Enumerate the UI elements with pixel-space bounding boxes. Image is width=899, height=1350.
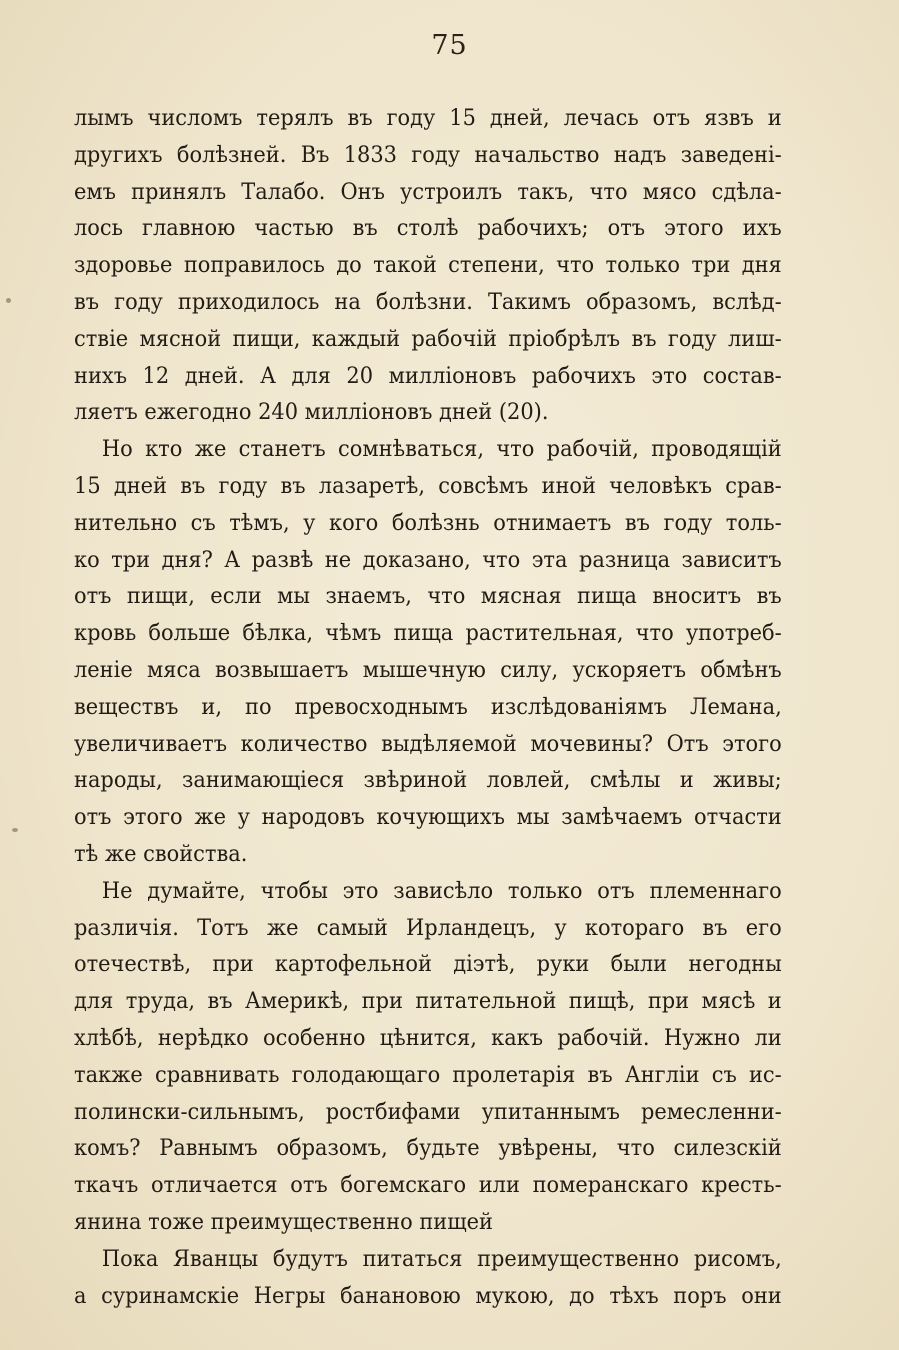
text-line: лымъ числомъ терялъ въ году 15 дней, лечась отъ язвъ и: [74, 105, 782, 131]
text-line: ляетъ ежегодно 240 милліоновъ дней (20).: [74, 399, 549, 426]
text-line: отъ пищи, если мы знаемъ, что мясная пища вноситъ въ: [74, 583, 782, 610]
text-line: янина тоже преимущественно пищей: [74, 1208, 494, 1235]
text-line: ствіе мясной пищи, каждый рабочій пріобрѣлъ въ году лиш-: [74, 325, 782, 352]
text-line: Не думайте, чтобы это зависѣло только отъ племеннаго: [101, 877, 782, 904]
text-line: емъ принялъ Талабо. Онъ устроилъ такъ, что мясо сдѣла-: [74, 178, 782, 205]
text-line: ткачъ отличается отъ богемскаго или померанскаго кресть-: [74, 1172, 782, 1199]
text-line: отечествѣ, при картофельной діэтѣ, руки были негодны: [74, 951, 782, 978]
text-line: различія. Тотъ же самый Ирландецъ, у котораго въ его: [74, 914, 782, 941]
text-line: хлѣбѣ, нерѣдко особенно цѣнится, какъ рабочій. Нужно ли: [74, 1024, 782, 1051]
text-line: Но кто же станетъ сомнѣваться, что рабочій, проводящій: [101, 436, 782, 463]
text-line: лось главною частью въ столѣ рабочихъ; отъ этого ихъ: [74, 215, 782, 242]
body-text: [74, 100, 782, 1314]
text-line: леніе мяса возвышаетъ мышечную силу, ускоряетъ обмѣнъ: [74, 656, 782, 683]
paper-speck: [6, 298, 11, 303]
paper-speck: [12, 828, 18, 832]
text-line: а суринамскіе Негры банановою мукою, до тѣхъ поръ они: [74, 1282, 782, 1309]
text-line: также сравнивать голодающаго пролетарія въ Англіи съ ис-: [74, 1061, 782, 1088]
text-line: увеличиваетъ количество выдѣляемой мочевины? Отъ этого: [74, 730, 782, 757]
text-line: Пока Яванцы будутъ питаться преимущественно рисомъ,: [101, 1245, 782, 1272]
text-line: нихъ 12 дней. А для 20 милліоновъ рабочихъ это состав-: [74, 362, 782, 389]
page-number: 75: [431, 30, 468, 61]
text-line: народы, занимающіеся звѣриной ловлей, смѣлы и живы;: [74, 767, 782, 794]
text-line: веществъ и, по превосходнымъ изслѣдованіямъ Лемана,: [74, 693, 782, 720]
text-line: отъ этого же у народовъ кочующихъ мы замѣчаемъ отчасти: [74, 804, 782, 831]
text-line: кровь больше бѣлка, чѣмъ пища растительная, что употреб-: [74, 620, 782, 647]
text-line: комъ? Равнымъ образомъ, будьте увѣрены, что силезскій: [74, 1135, 782, 1162]
text-line: здоровье поправилось до такой степени, что только три дня: [74, 252, 782, 279]
text-line: 15 дней въ году въ лазаретѣ, совсѣмъ иной человѣкъ срав-: [74, 472, 782, 499]
text-line: тѣ же свойства.: [74, 840, 248, 867]
text-line: ко три дня? А развѣ не доказано, что эта разница зависитъ: [74, 546, 782, 573]
text-line: полински-сильнымъ, ростбифами упитаннымъ ремесленни-: [74, 1098, 782, 1125]
text-line: въ году приходилось на болѣзни. Такимъ образомъ, вслѣд-: [74, 288, 782, 315]
text-line: другихъ болѣзней. Въ 1833 году начальство надъ заведені-: [74, 141, 782, 168]
text-line: для труда, въ Америкѣ, при питательной пищѣ, при мясѣ и: [74, 988, 782, 1015]
text-line: нительно съ тѣмъ, у кого болѣзнь отнимаетъ въ году толь-: [74, 509, 782, 536]
